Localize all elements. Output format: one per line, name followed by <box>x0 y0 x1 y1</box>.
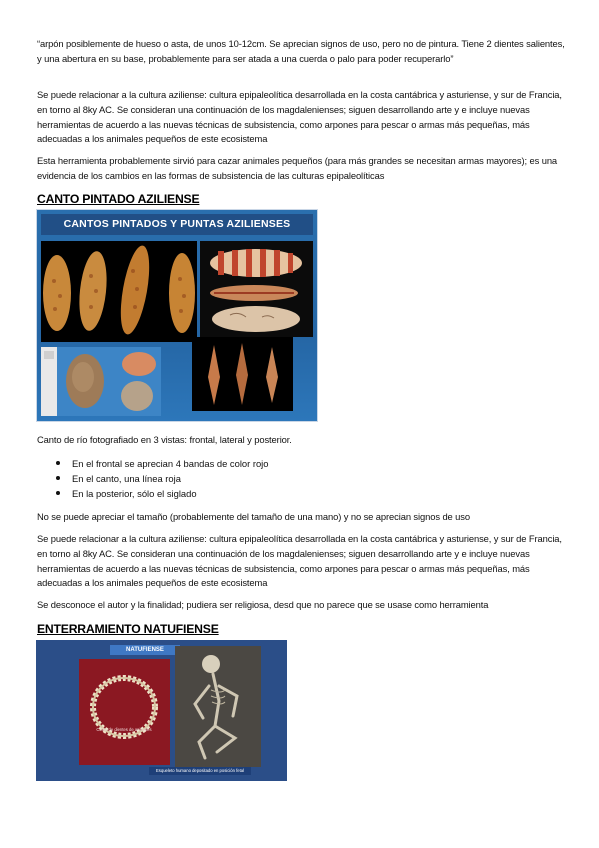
list-item: En el frontal se aprecian 4 bandas de color rojo <box>55 456 268 471</box>
harpoon-use-paragraph: Esta herramienta probablemente sirvió para cazar animales pequeños (para más grandes se necesitan armas mayores); es una evidencia de los cambios en las formas de subsistencia de las culturas epipaleolíticas <box>37 155 558 181</box>
cantos-pintados-figure <box>36 209 318 422</box>
painted-pebbles-photo <box>41 241 197 342</box>
round-pebbles-illustration <box>41 347 161 416</box>
canto-size-paragraph: No se puede apreciar el tamaño (probablemente del tamaño de una mano) y no se aprecian signos de uso <box>37 511 470 522</box>
necklace-caption: Collar de dientes de animales <box>96 727 152 732</box>
round-pebbles-photo <box>41 347 161 416</box>
necklace-photo <box>79 659 170 765</box>
canto-purpose-paragraph: Se desconoce el autor y la finalidad; pudiera ser religiosa, desd que no parece que se usase como herramienta <box>37 599 489 610</box>
enterramiento-heading: ENTERRAMIENTO NATUFIENSE <box>37 622 219 636</box>
canto-views-list <box>55 456 268 501</box>
striped-pebbles-illustration <box>200 241 313 337</box>
list-item: En la posterior, sólo el siglado <box>55 486 268 501</box>
canto-description-paragraph: Canto de río fotografiado en 3 vistas: frontal, lateral y posterior. <box>37 434 292 445</box>
figure-title: CANTOS PINTADOS Y PUNTAS AZILIENSES <box>41 214 313 235</box>
figure-header: NATUFIENSE <box>110 645 180 655</box>
list-item: En el canto, una línea roja <box>55 471 268 486</box>
striped-pebbles-photo <box>200 241 313 337</box>
painted-pebbles-illustration <box>41 241 197 342</box>
aziliense-context-paragraph: Se puede relacionar a la cultura aziliense: cultura epipaleolítica desarrollada en la costa cantábrica y asturiense, y sur de Francia, en torno al 8ky AC. Se consideran una continuación de los magdalenienses; siguen desarrollando arte y e incluye nuevas herramientas de acuerdo a las nuevas técnicas de subsistencia, como arpones para pescar o armas más pequeñas, más adecuadas a los animales pequeños de este ecosistema <box>37 89 562 145</box>
skeleton-caption: Esqueleto humano depositado en posición fetal <box>149 767 251 775</box>
skeleton-photo <box>175 646 261 767</box>
azilian-points-illustration <box>192 337 293 411</box>
aziliense-context-paragraph-2: Se puede relacionar a la cultura aziliense: cultura epipaleolítica desarrollada en la costa cantábrica y asturiense, y sur de Francia, en torno al 8ky AC. Se consideran una continuación de los magdalenienses; siguen desarrollando arte y e incluye nuevas herramientas de acuerdo a las nuevas técnicas de subsistencia, como arpones para pescar o armas más pequeñas, más adecuadas a los animales pequeños de este ecosistema <box>37 533 562 589</box>
necklace-illustration <box>79 659 170 765</box>
harpoon-description-paragraph: “arpón posiblemente de hueso o asta, de unos 10-12cm. Se aprecian signos de uso, pero no de pintura. Tiene 2 dientes salientes, y una abertura en su base, probablemente para ser atada a una cuerda o palo para poder recuperarlo” <box>37 38 565 64</box>
skeleton-illustration <box>175 646 261 767</box>
natufiense-figure <box>36 640 287 781</box>
canto-pintado-heading: CANTO PINTADO AZILIENSE <box>37 192 200 206</box>
azilian-points-photo <box>192 337 293 411</box>
